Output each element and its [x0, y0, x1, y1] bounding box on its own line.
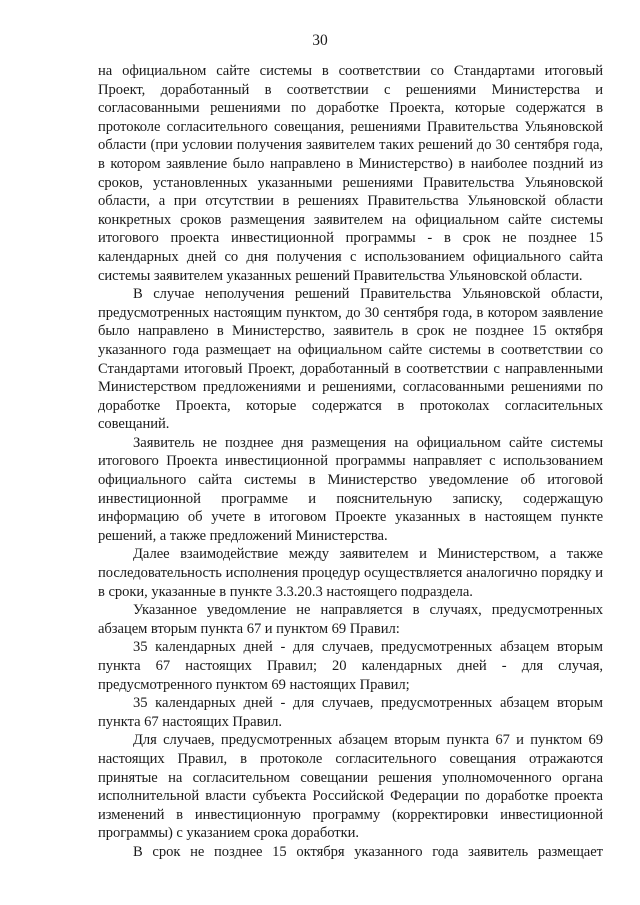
- paragraph-4: Далее взаимодействие между заявителем и Министерством, а также последовательность исполнения процедур осуществляется аналогично порядку и в сроки, указанные в пункте 3.3.20.3 настоящего подраздела.: [98, 546, 603, 600]
- paragraph-3: Заявитель не позднее дня размещения на официальном сайте системы итогового Проекта инвестиционной программы направляет с использованием официального сайта системы в Министерство уведомление об итоговой инвестиционной программе и пояснительную записку, содержащую информацию об учете в итоговом Проекте указанных в настоящем пункте решений, а также предложений Министерства.: [98, 434, 603, 544]
- paragraph-9: В срок не позднее 15 октября указанного года заявитель размещает: [133, 843, 603, 860]
- paragraph-8: Для случаев, предусмотренных абзацем вторым пункта 67 и пунктом 69 настоящих Правил, в протоколе согласительного совещания отражаются принятые на согласительном совещании решения уполномоченного органа исполнительной власти субъекта Российской Федерации по доработке проекта изменений в инвестиционную программу (корректировки инвестиционной программы) с указанием срока доработки.: [98, 732, 603, 842]
- paragraph-1: на официальном сайте системы в соответствии со Стандартами итоговый Проект, доработанный в соответствии с решениями Министерства и согласованными решениями по доработке Проекта, которые содержатся в протоколе согласительного совещания, решениями Правительства Ульяновской области (при условии получения заявителем таких решений до 30 сентября года, в котором заявление было направлено в Министерство) в наиболее поздний из сроков, установленных указанными решениями Правительства Ульяновской области, а при отсутствии в решениях Правительства Ульяновской области конкретных сроков размещения заявителем на официальном сайте системы итогового проекта инвестиционной программы - в срок не позднее 15 календарных дней со дня получения с использованием официального сайта системы заявителем указанных решений Правительства Ульяновской области.: [98, 63, 603, 284]
- paragraph-5: Указанное уведомление не направляется в случаях, предусмотренных абзацем вторым пункта 67 и пунктом 69 Правил:: [98, 602, 603, 637]
- paragraph-7: 35 календарных дней - для случаев, предусмотренных абзацем вторым пункта 67 настоящих Правил.: [98, 695, 603, 730]
- paragraph-2: В случае неполучения решений Правительства Ульяновской области, предусмотренных настоящим пунктом, до 30 сентября года, в котором заявление было направлено в Министерство, заявитель в срок не позднее 15 октября указанного года размещает на официальном сайте системы в соответствии со Стандартами итоговый Проект, доработанный в соответствии с направленными Министерством предложениями и решениями, согласованными решениями по доработке Проекта, которые содержатся в протоколах согласительных совещаний.: [98, 286, 603, 433]
- document-body: [98, 62, 603, 862]
- paragraph-6: 35 календарных дней - для случаев, предусмотренных абзацем вторым пункта 67 настоящих Правил; 20 календарных дней - для случая, предусмотренного пунктом 69 настоящих Правил;: [98, 639, 603, 693]
- page-number: 30: [312, 32, 328, 49]
